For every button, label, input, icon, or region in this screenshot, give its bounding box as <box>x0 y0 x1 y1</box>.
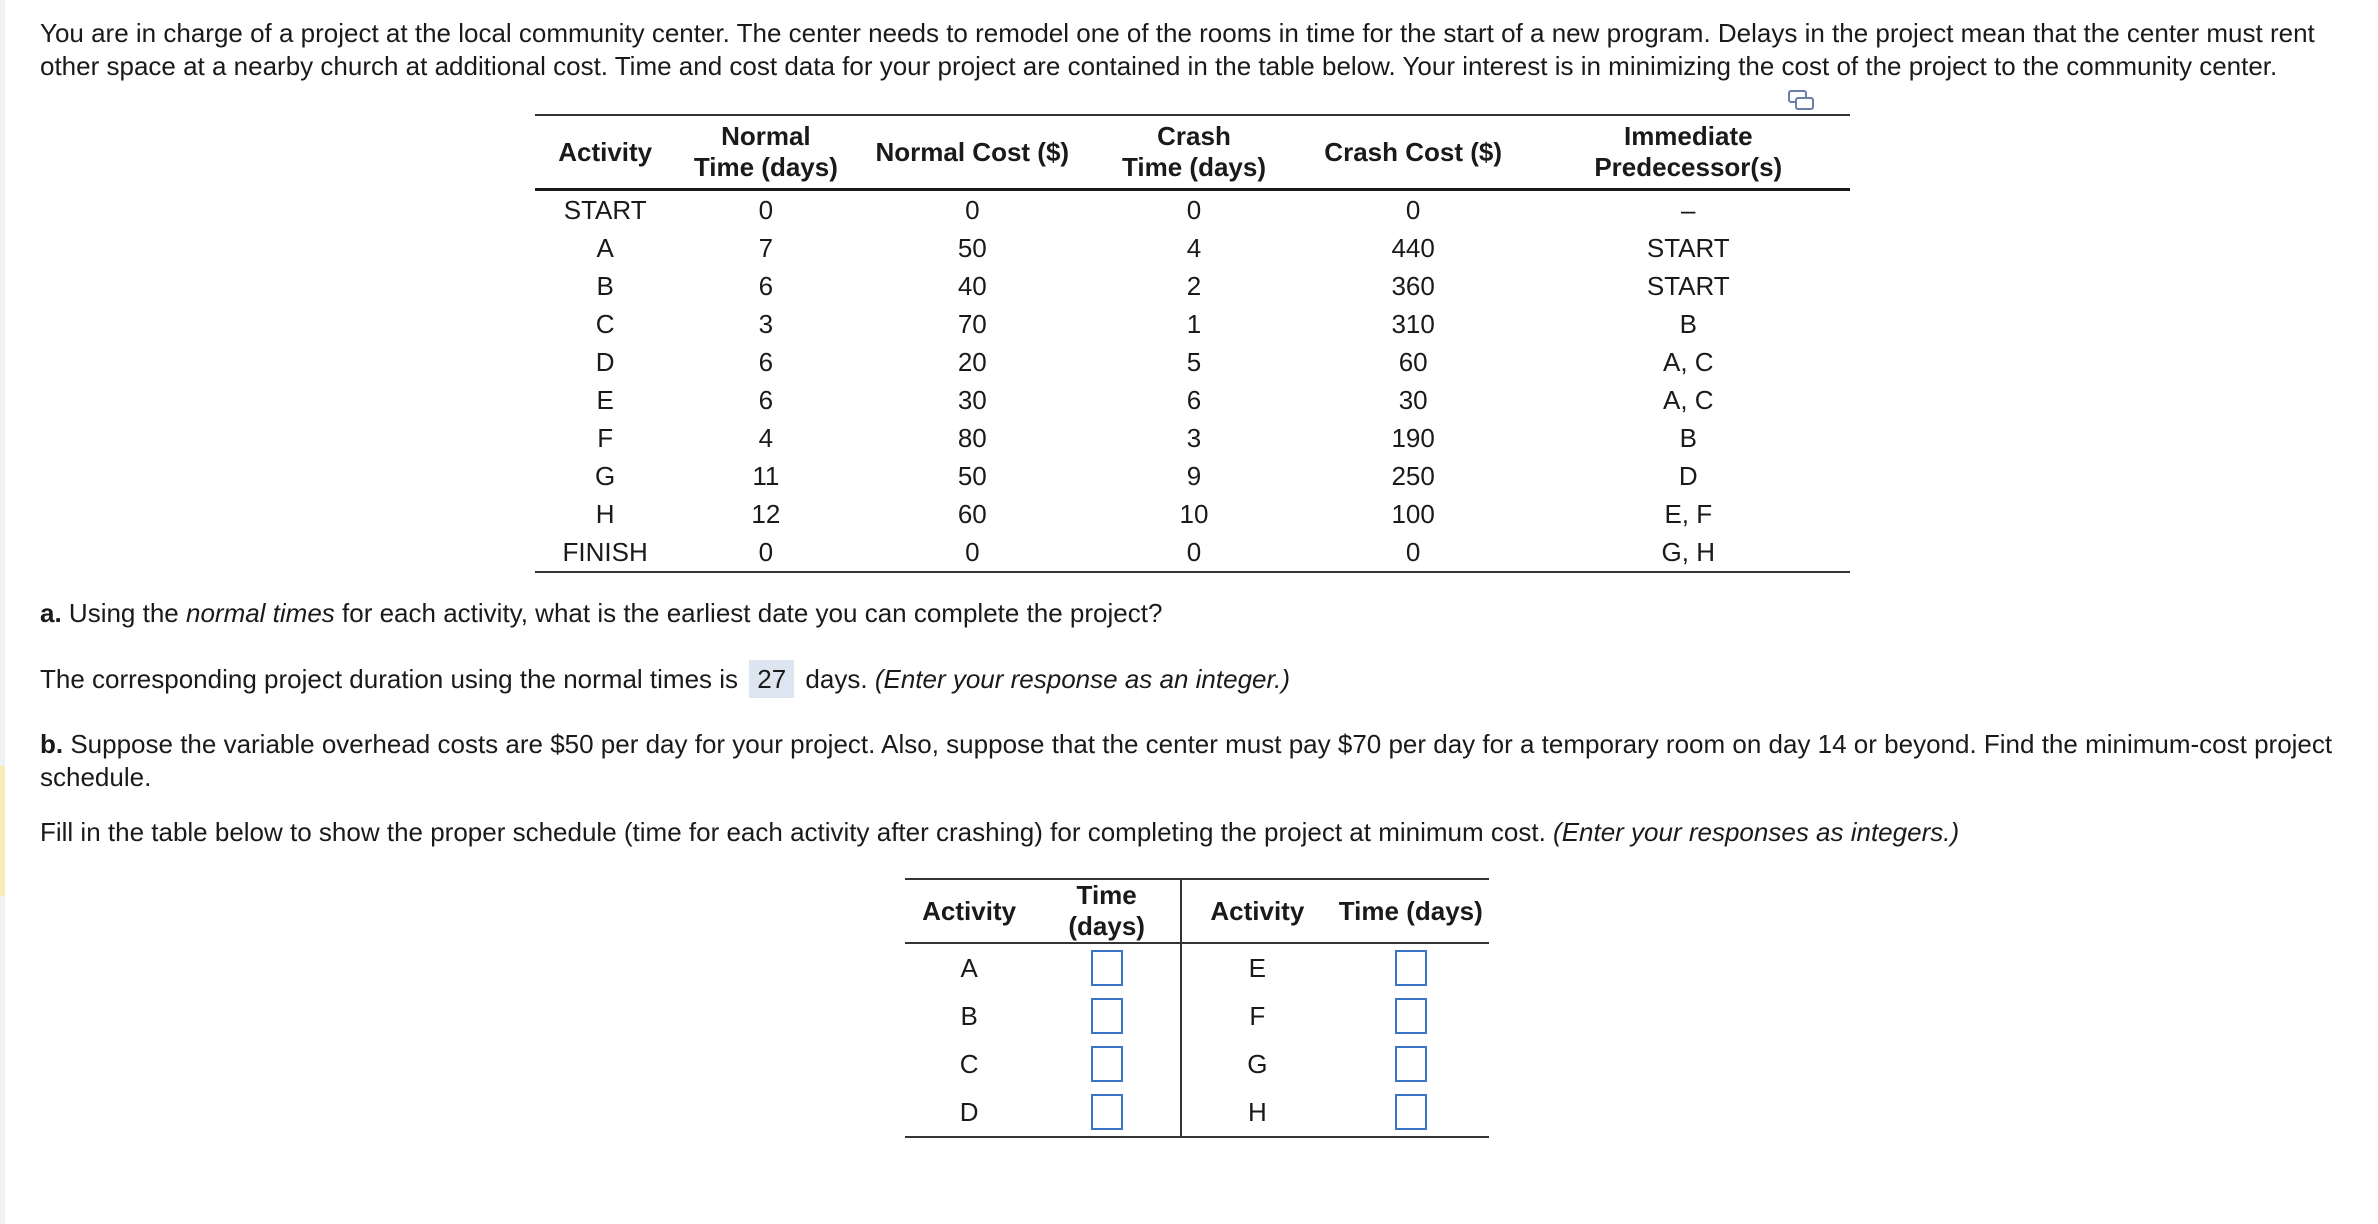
ans-time-cell <box>1033 992 1181 1040</box>
cell-crash-time: 3 <box>1186 422 1202 453</box>
cell-crash-cost: 30 <box>1398 384 1428 415</box>
cell-activity: B <box>596 270 614 301</box>
ans-time-cell <box>1333 1040 1489 1088</box>
ans-time-cell <box>1033 943 1181 992</box>
time-input-g[interactable] <box>1395 1046 1427 1082</box>
time-input-b[interactable] <box>1091 998 1123 1034</box>
table-row <box>535 495 1850 533</box>
answer-a-input[interactable]: 27 <box>749 660 794 698</box>
cell-predecessors: A, C <box>1662 384 1714 415</box>
time-input-d[interactable] <box>1091 1094 1123 1130</box>
table-row <box>535 457 1850 495</box>
table-row <box>905 1040 1489 1088</box>
ans-activity: F <box>1249 1000 1266 1031</box>
col-predecessors-header: Immediate Predecessor(s) <box>1527 115 1850 190</box>
cell-normal-time: 4 <box>758 422 774 453</box>
answer-table-header-row <box>905 879 1489 943</box>
cell-predecessors: E, F <box>1664 498 1713 529</box>
cell-crash-time: 5 <box>1186 346 1202 377</box>
cell-crash-cost: 0 <box>1405 194 1421 225</box>
cell-activity: A <box>596 232 614 263</box>
cell-crash-time: 6 <box>1186 384 1202 415</box>
cell-predecessors: B <box>1679 308 1697 339</box>
table-row <box>905 992 1489 1040</box>
cell-predecessors: G, H <box>1527 533 1850 572</box>
cell-normal-time: 7 <box>758 232 774 263</box>
ans-activity: H <box>1181 1088 1332 1137</box>
answer-a-line: The corresponding project duration using the normal times is 27 days. (Enter your response as an integer.) <box>40 660 1290 698</box>
cell-activity: G <box>595 460 616 491</box>
cell-predecessors: START <box>1646 232 1730 263</box>
ans-time-cell <box>1333 1088 1489 1137</box>
time-input-c[interactable] <box>1091 1046 1123 1082</box>
cell-crash-cost: 310 <box>1391 308 1435 339</box>
project-data-table <box>535 114 1850 573</box>
cell-crash-time: 1 <box>1186 308 1202 339</box>
cell-normal-cost: 40 <box>957 270 987 301</box>
fill-instructions: Fill in the table below to show the proper schedule (time for each activity after crashing) for completing the project at minimum cost. (Enter your responses as integers.) <box>40 817 1960 847</box>
cell-normal-cost: 50 <box>957 460 987 491</box>
table-header-row <box>535 115 1850 190</box>
table-row <box>905 1088 1489 1137</box>
time-input-e[interactable] <box>1395 950 1427 986</box>
table-row <box>905 943 1489 992</box>
cell-crash-cost: 440 <box>1391 232 1435 263</box>
question-b-label: b. <box>40 729 64 759</box>
ans-activity: E <box>1248 952 1266 983</box>
table-row <box>535 381 1850 419</box>
cell-activity: D <box>595 346 615 377</box>
ans-time-cell <box>1333 992 1489 1040</box>
table-row <box>535 267 1850 305</box>
ans-activity: D <box>905 1088 1033 1137</box>
ans-col-time-left: Time (days) <box>1033 879 1181 943</box>
cell-crash-time: 0 <box>1186 194 1202 225</box>
cell-normal-time: 6 <box>758 270 774 301</box>
table-row <box>535 533 1850 572</box>
cell-predecessors: START <box>1646 270 1730 301</box>
ans-col-time-right: Time (days) <box>1333 879 1489 943</box>
col-activity-header: Activity <box>535 115 675 190</box>
cell-predecessors: A, C <box>1662 346 1714 377</box>
cell-predecessors: – <box>1681 194 1696 225</box>
left-edge-bar <box>0 0 5 1224</box>
cell-crash-cost: 0 <box>1300 533 1527 572</box>
cell-crash-cost: 250 <box>1391 460 1435 491</box>
cell-normal-cost: 0 <box>965 194 980 225</box>
table-row <box>535 190 1850 230</box>
cell-normal-time: 6 <box>758 346 774 377</box>
cell-normal-cost: 30 <box>957 384 987 415</box>
question-a-italic: normal times <box>185 598 335 628</box>
cell-crash-time: 4 <box>1186 232 1202 263</box>
cell-crash-cost: 360 <box>1391 270 1435 301</box>
schedule-answer-table <box>905 878 1489 1138</box>
cell-crash-time: 10 <box>1179 498 1209 529</box>
cell-activity: F <box>597 422 614 453</box>
cell-normal-time: 6 <box>758 384 774 415</box>
cell-normal-cost: 70 <box>957 308 987 339</box>
question-a: a. Using the normal times for each activity, what is the earliest date you can complete the project? <box>40 598 1163 628</box>
table-row <box>535 305 1850 343</box>
problem-intro: You are in charge of a project at the local community center. The center needs to remodel one of the rooms in time for the start of a new program. Delays in the project mean that the center must rent other space at a nearby church at additional cost. Time and cost data for your project are contained in the table below. Your interest is in minimizing the cost of the project to the community center. <box>40 18 2315 81</box>
table-row <box>535 229 1850 267</box>
ans-time-cell <box>1033 1088 1181 1137</box>
cell-activity: E <box>596 384 614 415</box>
cell-predecessors: D <box>1678 460 1698 491</box>
question-b: b. Suppose the variable overhead costs are $50 per day for your project. Also, suppose that the center must pay $70 per day for a temporary room on day 14 or beyond. Find the minimum-cost project schedule. <box>40 729 2333 792</box>
cell-normal-cost: 20 <box>957 346 987 377</box>
time-input-h[interactable] <box>1395 1094 1427 1130</box>
cell-normal-time: 11 <box>752 460 780 491</box>
col-normal-cost-header: Normal Cost ($) <box>856 115 1088 190</box>
cell-activity: START <box>563 194 647 225</box>
col-crash-cost-header: Crash Cost ($) <box>1300 115 1527 190</box>
cell-crash-time: 2 <box>1186 270 1202 301</box>
cell-normal-time: 0 <box>758 194 774 225</box>
cell-activity: H <box>595 498 615 529</box>
cell-predecessors: B <box>1679 422 1697 453</box>
cell-normal-time: 3 <box>758 308 774 339</box>
ans-activity: A <box>960 952 978 983</box>
cell-normal-cost: 0 <box>856 533 1088 572</box>
cell-activity: C <box>595 308 615 339</box>
cell-crash-cost: 100 <box>1391 498 1435 529</box>
cell-normal-cost: 60 <box>957 498 987 529</box>
cell-normal-cost: 80 <box>957 422 987 453</box>
col-crash-time-header: Crash Time (days) <box>1088 115 1300 190</box>
table-row <box>535 343 1850 381</box>
cell-activity: FINISH <box>535 533 675 572</box>
fill-note: (Enter your responses as integers.) <box>1553 817 1960 847</box>
copy-table-icon[interactable] <box>1788 90 1814 112</box>
ans-time-cell <box>1333 943 1489 992</box>
ans-col-activity-left: Activity <box>905 879 1033 943</box>
cell-crash-cost: 190 <box>1391 422 1435 453</box>
cell-crash-time: 9 <box>1186 460 1202 491</box>
cell-normal-cost: 50 <box>957 232 987 263</box>
ans-activity: C <box>959 1048 979 1079</box>
ans-time-cell <box>1033 1040 1181 1088</box>
cell-normal-time: 0 <box>675 533 856 572</box>
time-input-a[interactable] <box>1091 950 1123 986</box>
cell-crash-time: 0 <box>1088 533 1300 572</box>
col-normal-time-header: Normal Time (days) <box>675 115 856 190</box>
ans-activity: B <box>960 1000 978 1031</box>
cell-crash-cost: 60 <box>1398 346 1428 377</box>
time-input-f[interactable] <box>1395 998 1427 1034</box>
ans-activity: G <box>1247 1048 1268 1079</box>
question-a-label: a. <box>40 598 62 628</box>
cell-normal-time: 12 <box>751 498 781 529</box>
table-row <box>535 419 1850 457</box>
answer-a-note: (Enter your response as an integer.) <box>874 664 1291 694</box>
ans-col-activity-right: Activity <box>1181 879 1332 943</box>
left-edge-highlight <box>0 766 5 896</box>
